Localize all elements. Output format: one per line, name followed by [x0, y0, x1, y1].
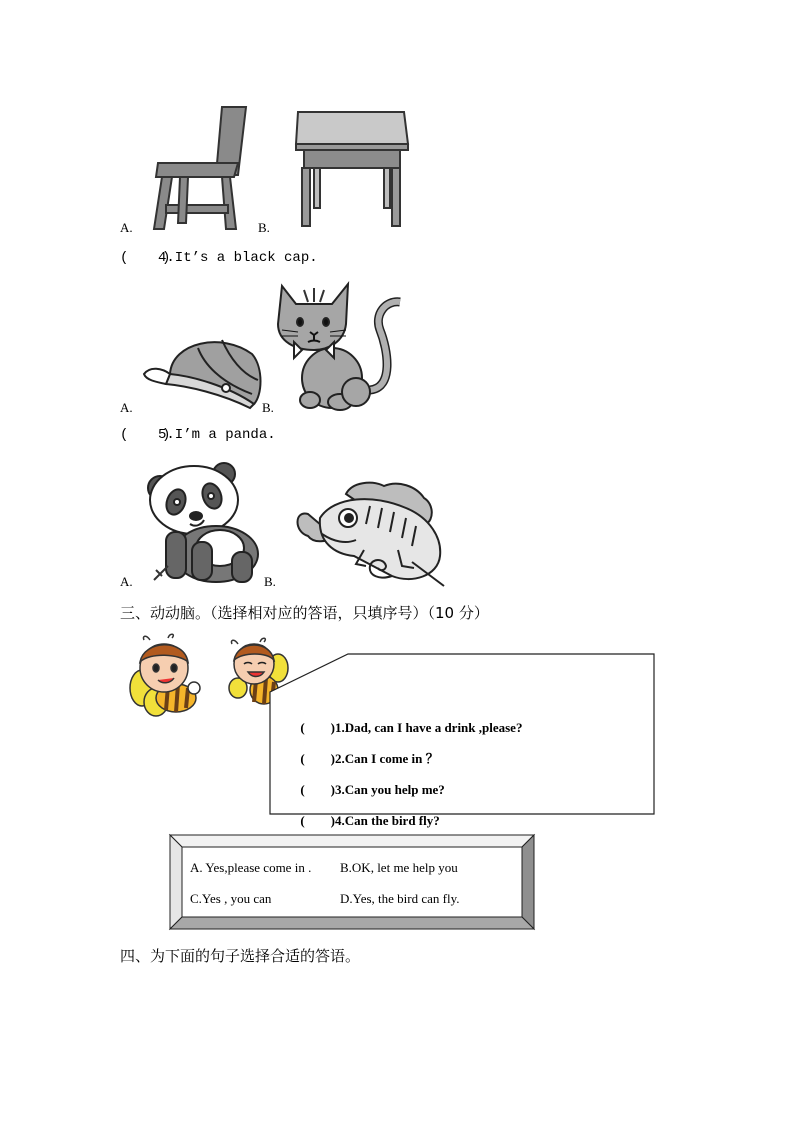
- q5-option-b-label: B.: [264, 574, 276, 589]
- q5-option-a-label: A.: [120, 574, 133, 589]
- q4-question-text: 4.It’s a black cap.: [158, 250, 318, 266]
- question-text: 1.Dad, can I have a drink ,please?: [335, 720, 523, 735]
- cat-icon: [274, 280, 408, 412]
- panda-icon: [146, 462, 268, 586]
- answer-option-b: B.OK, let me help you: [340, 860, 458, 875]
- q4-option-a-label: A.: [120, 400, 133, 415]
- answer-option-a: A. Yes,please come in .: [190, 860, 312, 875]
- answer-blank[interactable]: ( ): [300, 782, 336, 797]
- answer-blank[interactable]: ( ): [300, 720, 336, 735]
- chair-icon: [150, 105, 250, 230]
- answer-option-d: D.Yes, the bird can fly.: [340, 891, 460, 906]
- q4-option-b-label: B.: [262, 400, 274, 415]
- answer-options: [190, 860, 510, 922]
- question-text: 2.Can I come in ？: [335, 751, 439, 766]
- answer-option-c: C.Yes , you can: [190, 891, 272, 906]
- desk-icon: [294, 110, 410, 228]
- q4-answer-blank[interactable]: ( ): [120, 250, 171, 266]
- section3-title: 三、动动脑。（选择相对应的答语，只填序号）（10 分）: [120, 604, 489, 622]
- q5-answer-blank[interactable]: ( ): [120, 427, 171, 443]
- question-text: 4.Can the bird fly?: [335, 813, 440, 828]
- answer-blank[interactable]: ( ): [300, 813, 336, 828]
- list-item: [280, 698, 640, 735]
- cap-icon: [142, 334, 264, 410]
- chameleon-icon: [294, 480, 448, 588]
- answer-blank[interactable]: ( ): [300, 751, 336, 766]
- q5-question-text: 5.I’m a panda.: [158, 427, 276, 443]
- q3-option-a-label: A.: [120, 220, 133, 235]
- q3-option-b-label: B.: [258, 220, 270, 235]
- section4-title: 四、为下面的句子选择合适的答语。: [120, 947, 361, 965]
- question-text: 3.Can you help me?: [335, 782, 445, 797]
- section3-question-list: [280, 698, 640, 828]
- bee-icon: [128, 632, 208, 722]
